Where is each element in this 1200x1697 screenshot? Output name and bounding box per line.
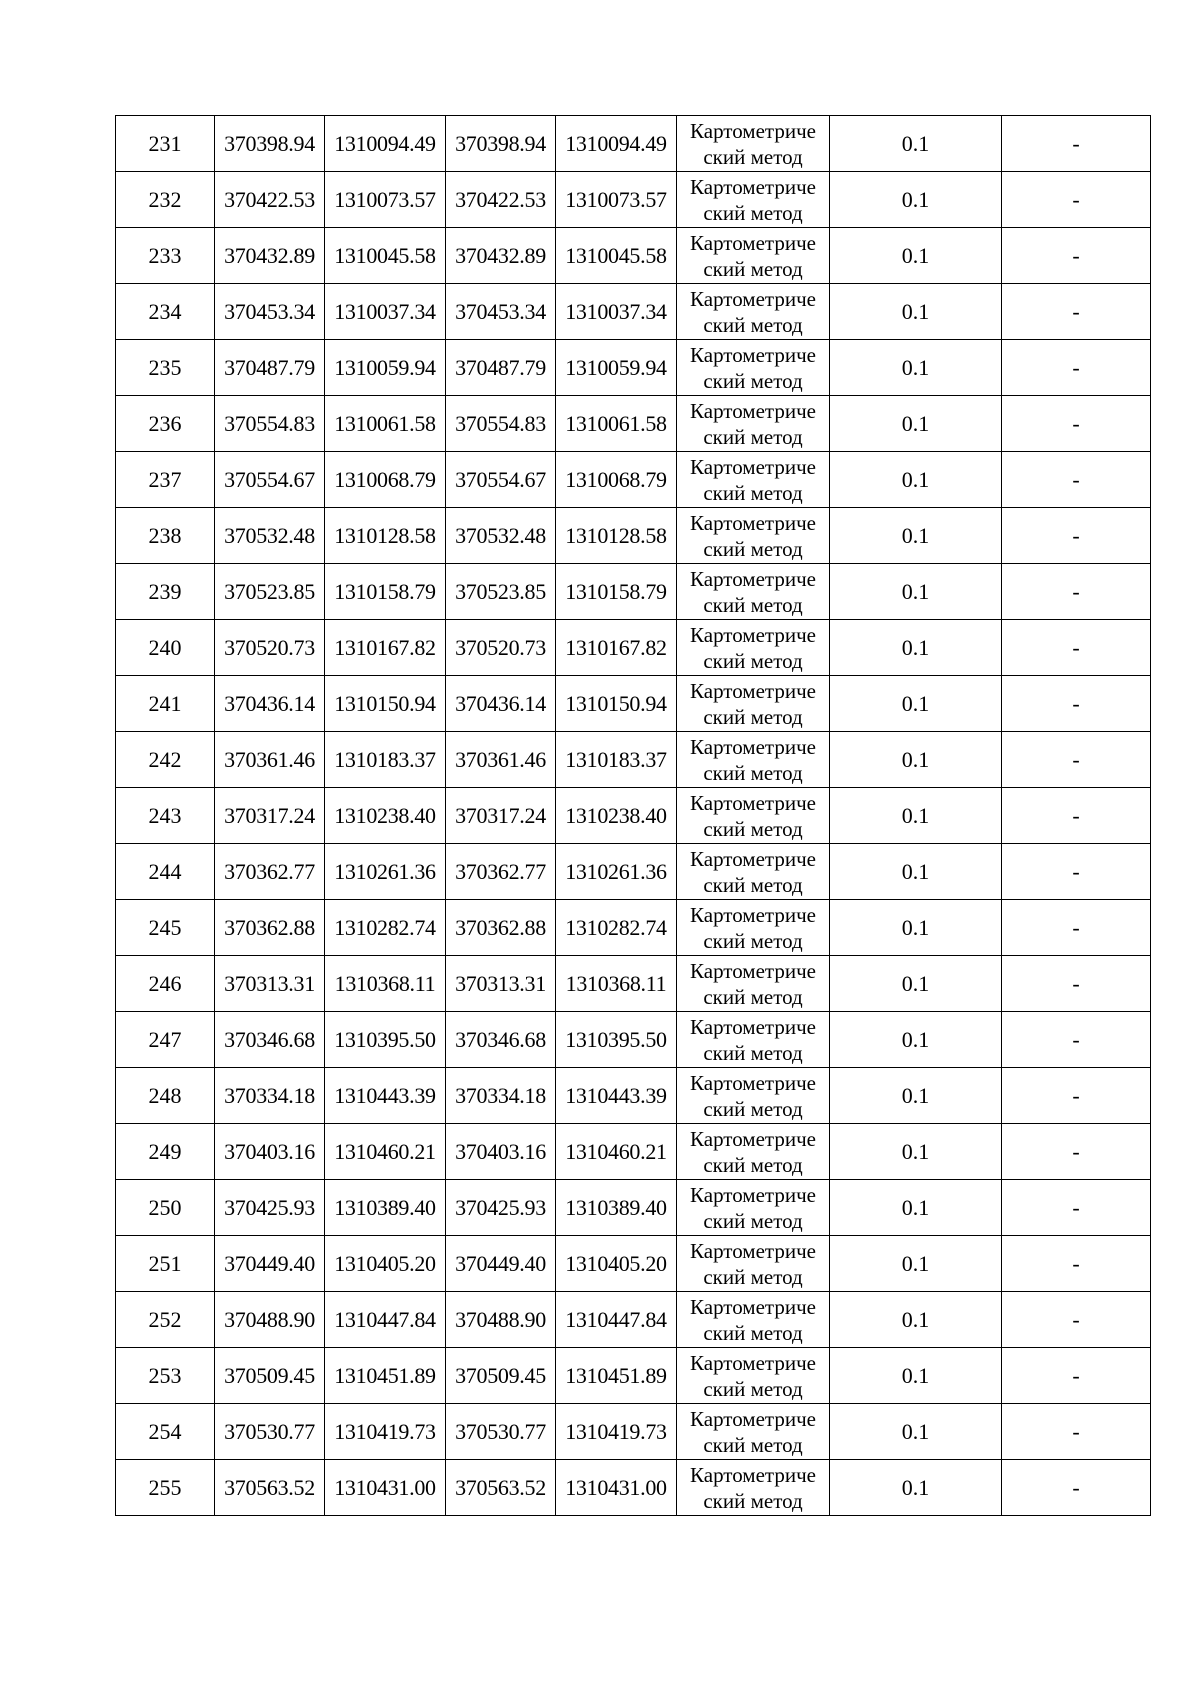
y-coordinate-cell: 1310037.34: [325, 284, 446, 340]
x-coordinate-cell: 370453.34: [215, 284, 325, 340]
accuracy-cell: 0.1: [830, 116, 1002, 172]
y-coordinate-cell: 1310447.84: [556, 1292, 677, 1348]
accuracy-cell: 0.1: [830, 1236, 1002, 1292]
note-cell: -: [1002, 1348, 1151, 1404]
y-coordinate-cell: 1310405.20: [556, 1236, 677, 1292]
method-text-line-2: ский метод: [703, 256, 803, 281]
x-coordinate-cell: 370398.94: [215, 116, 325, 172]
y-coordinate-cell: 1310037.34: [556, 284, 677, 340]
accuracy-cell: 0.1: [830, 284, 1002, 340]
y-coordinate-cell: 1310261.36: [556, 844, 677, 900]
y-coordinate-cell: 1310395.50: [556, 1012, 677, 1068]
method-text-line-2: ский метод: [703, 368, 803, 393]
point-number-cell: 242: [116, 732, 215, 788]
method-text-line-1: Картометриче: [690, 846, 816, 871]
x-coordinate-cell: 370334.18: [215, 1068, 325, 1124]
point-number-cell: 252: [116, 1292, 215, 1348]
x-coordinate-cell: 370425.93: [215, 1180, 325, 1236]
method-text-line-1: Картометриче: [690, 678, 816, 703]
table-row: [116, 732, 1151, 788]
x-coordinate-cell: 370432.89: [215, 228, 325, 284]
y-coordinate-cell: 1310150.94: [325, 676, 446, 732]
method-text-line-2: ский метод: [703, 704, 803, 729]
accuracy-cell: 0.1: [830, 1348, 1002, 1404]
x-coordinate-cell: 370487.79: [215, 340, 325, 396]
x-coordinate-cell: 370554.67: [215, 452, 325, 508]
method-text-line-1: Картометриче: [690, 902, 816, 927]
x-coordinate-cell: 370362.88: [446, 900, 556, 956]
x-coordinate-cell: 370361.46: [215, 732, 325, 788]
y-coordinate-cell: 1310128.58: [556, 508, 677, 564]
method-text-line-1: Картометриче: [690, 622, 816, 647]
method-text-line-1: Картометриче: [690, 174, 816, 199]
y-coordinate-cell: 1310167.82: [325, 620, 446, 676]
y-coordinate-cell: 1310389.40: [556, 1180, 677, 1236]
method-text-line-2: ский метод: [703, 760, 803, 785]
method-cell: [677, 1012, 830, 1068]
method-text-line-1: Картометриче: [690, 790, 816, 815]
method-text-line-1: Картометриче: [690, 734, 816, 759]
accuracy-cell: 0.1: [830, 1292, 1002, 1348]
point-number-cell: 233: [116, 228, 215, 284]
y-coordinate-cell: 1310183.37: [325, 732, 446, 788]
method-text-line-1: Картометриче: [690, 1294, 816, 1319]
x-coordinate-cell: 370453.34: [446, 284, 556, 340]
table-row: [116, 340, 1151, 396]
note-cell: -: [1002, 564, 1151, 620]
point-number-cell: 250: [116, 1180, 215, 1236]
note-cell: -: [1002, 620, 1151, 676]
y-coordinate-cell: 1310045.58: [556, 228, 677, 284]
method-cell: [677, 284, 830, 340]
method-cell: [677, 1236, 830, 1292]
method-text-line-1: Картометриче: [690, 1126, 816, 1151]
point-number-cell: 241: [116, 676, 215, 732]
method-text-line-2: ский метод: [703, 928, 803, 953]
point-number-cell: 246: [116, 956, 215, 1012]
x-coordinate-cell: 370436.14: [215, 676, 325, 732]
accuracy-cell: 0.1: [830, 844, 1002, 900]
x-coordinate-cell: 370432.89: [446, 228, 556, 284]
accuracy-cell: 0.1: [830, 900, 1002, 956]
point-number-cell: 239: [116, 564, 215, 620]
point-number-cell: 238: [116, 508, 215, 564]
method-text-line-2: ский метод: [703, 312, 803, 337]
method-text-line-2: ский метод: [703, 648, 803, 673]
table-row: [116, 900, 1151, 956]
x-coordinate-cell: 370317.24: [215, 788, 325, 844]
accuracy-cell: 0.1: [830, 228, 1002, 284]
accuracy-cell: 0.1: [830, 172, 1002, 228]
point-number-cell: 255: [116, 1460, 215, 1516]
note-cell: -: [1002, 1180, 1151, 1236]
method-cell: [677, 788, 830, 844]
accuracy-cell: 0.1: [830, 564, 1002, 620]
y-coordinate-cell: 1310183.37: [556, 732, 677, 788]
table-row: [116, 1124, 1151, 1180]
y-coordinate-cell: 1310419.73: [325, 1404, 446, 1460]
point-number-cell: 249: [116, 1124, 215, 1180]
accuracy-cell: 0.1: [830, 508, 1002, 564]
point-number-cell: 231: [116, 116, 215, 172]
x-coordinate-cell: 370488.90: [215, 1292, 325, 1348]
y-coordinate-cell: 1310059.94: [325, 340, 446, 396]
table-row: [116, 452, 1151, 508]
table-row: [116, 956, 1151, 1012]
method-text-line-2: ский метод: [703, 1152, 803, 1177]
method-cell: [677, 340, 830, 396]
x-coordinate-cell: 370488.90: [446, 1292, 556, 1348]
accuracy-cell: 0.1: [830, 452, 1002, 508]
note-cell: -: [1002, 788, 1151, 844]
y-coordinate-cell: 1310395.50: [325, 1012, 446, 1068]
x-coordinate-cell: 370398.94: [446, 116, 556, 172]
note-cell: -: [1002, 228, 1151, 284]
y-coordinate-cell: 1310451.89: [325, 1348, 446, 1404]
x-coordinate-cell: 370313.31: [215, 956, 325, 1012]
x-coordinate-cell: 370520.73: [446, 620, 556, 676]
method-text-line-1: Картометриче: [690, 1406, 816, 1431]
point-number-cell: 253: [116, 1348, 215, 1404]
x-coordinate-cell: 370554.83: [446, 396, 556, 452]
method-text-line-1: Картометриче: [690, 958, 816, 983]
method-cell: [677, 900, 830, 956]
x-coordinate-cell: 370563.52: [446, 1460, 556, 1516]
table-row: [116, 1292, 1151, 1348]
table-body: [116, 116, 1151, 1516]
point-number-cell: 235: [116, 340, 215, 396]
y-coordinate-cell: 1310460.21: [556, 1124, 677, 1180]
y-coordinate-cell: 1310238.40: [325, 788, 446, 844]
x-coordinate-cell: 370532.48: [215, 508, 325, 564]
y-coordinate-cell: 1310238.40: [556, 788, 677, 844]
note-cell: -: [1002, 900, 1151, 956]
y-coordinate-cell: 1310443.39: [556, 1068, 677, 1124]
method-text-line-1: Картометриче: [690, 1350, 816, 1375]
y-coordinate-cell: 1310061.58: [325, 396, 446, 452]
table-row: [116, 844, 1151, 900]
table-row: [116, 788, 1151, 844]
y-coordinate-cell: 1310061.58: [556, 396, 677, 452]
x-coordinate-cell: 370532.48: [446, 508, 556, 564]
point-number-cell: 237: [116, 452, 215, 508]
table-row: [116, 1180, 1151, 1236]
method-text-line-1: Картометриче: [690, 286, 816, 311]
x-coordinate-cell: 370403.16: [215, 1124, 325, 1180]
accuracy-cell: 0.1: [830, 732, 1002, 788]
note-cell: -: [1002, 1012, 1151, 1068]
y-coordinate-cell: 1310068.79: [556, 452, 677, 508]
point-number-cell: 232: [116, 172, 215, 228]
point-number-cell: 247: [116, 1012, 215, 1068]
y-coordinate-cell: 1310431.00: [556, 1460, 677, 1516]
x-coordinate-cell: 370554.83: [215, 396, 325, 452]
method-text-line-2: ский метод: [703, 1320, 803, 1345]
method-text-line-1: Картометриче: [690, 1182, 816, 1207]
table-row: [116, 508, 1151, 564]
method-text-line-2: ский метод: [703, 144, 803, 169]
method-text-line-2: ский метод: [703, 1040, 803, 1065]
method-text-line-2: ский метод: [703, 984, 803, 1009]
method-cell: [677, 452, 830, 508]
accuracy-cell: 0.1: [830, 620, 1002, 676]
note-cell: -: [1002, 396, 1151, 452]
method-text-line-2: ский метод: [703, 480, 803, 505]
y-coordinate-cell: 1310261.36: [325, 844, 446, 900]
point-number-cell: 244: [116, 844, 215, 900]
table-row: [116, 676, 1151, 732]
note-cell: -: [1002, 1236, 1151, 1292]
table-row: [116, 284, 1151, 340]
note-cell: -: [1002, 284, 1151, 340]
method-text-line-1: Картометриче: [690, 398, 816, 423]
method-cell: [677, 620, 830, 676]
y-coordinate-cell: 1310389.40: [325, 1180, 446, 1236]
x-coordinate-cell: 370361.46: [446, 732, 556, 788]
y-coordinate-cell: 1310282.74: [325, 900, 446, 956]
point-number-cell: 248: [116, 1068, 215, 1124]
table-row: [116, 1236, 1151, 1292]
method-text-line-2: ский метод: [703, 1096, 803, 1121]
method-text-line-1: Картометриче: [690, 454, 816, 479]
method-text-line-2: ский метод: [703, 200, 803, 225]
method-text-line-2: ский метод: [703, 1488, 803, 1513]
method-text-line-1: Картометриче: [690, 118, 816, 143]
x-coordinate-cell: 370313.31: [446, 956, 556, 1012]
method-text-line-2: ский метод: [703, 1432, 803, 1457]
y-coordinate-cell: 1310045.58: [325, 228, 446, 284]
table-row: [116, 620, 1151, 676]
x-coordinate-cell: 370530.77: [446, 1404, 556, 1460]
method-text-line-1: Картометриче: [690, 1014, 816, 1039]
x-coordinate-cell: 370523.85: [446, 564, 556, 620]
method-cell: [677, 172, 830, 228]
y-coordinate-cell: 1310094.49: [556, 116, 677, 172]
x-coordinate-cell: 370362.77: [446, 844, 556, 900]
y-coordinate-cell: 1310073.57: [556, 172, 677, 228]
method-text-line-2: ский метод: [703, 1264, 803, 1289]
table-row: [116, 1348, 1151, 1404]
method-cell: [677, 732, 830, 788]
note-cell: -: [1002, 340, 1151, 396]
accuracy-cell: 0.1: [830, 1460, 1002, 1516]
x-coordinate-cell: 370403.16: [446, 1124, 556, 1180]
accuracy-cell: 0.1: [830, 1124, 1002, 1180]
note-cell: -: [1002, 1068, 1151, 1124]
x-coordinate-cell: 370449.40: [215, 1236, 325, 1292]
method-cell: [677, 1180, 830, 1236]
x-coordinate-cell: 370362.77: [215, 844, 325, 900]
note-cell: -: [1002, 676, 1151, 732]
method-cell: [677, 676, 830, 732]
table-row: [116, 116, 1151, 172]
method-text-line-2: ский метод: [703, 1376, 803, 1401]
x-coordinate-cell: 370449.40: [446, 1236, 556, 1292]
method-text-line-1: Картометриче: [690, 342, 816, 367]
method-cell: [677, 1292, 830, 1348]
x-coordinate-cell: 370334.18: [446, 1068, 556, 1124]
accuracy-cell: 0.1: [830, 1180, 1002, 1236]
method-cell: [677, 564, 830, 620]
method-cell: [677, 228, 830, 284]
table-row: [116, 172, 1151, 228]
y-coordinate-cell: 1310405.20: [325, 1236, 446, 1292]
y-coordinate-cell: 1310059.94: [556, 340, 677, 396]
note-cell: -: [1002, 508, 1151, 564]
method-text-line-1: Картометриче: [690, 1070, 816, 1095]
coordinates-table: [115, 115, 1151, 1516]
accuracy-cell: 0.1: [830, 788, 1002, 844]
point-number-cell: 245: [116, 900, 215, 956]
y-coordinate-cell: 1310443.39: [325, 1068, 446, 1124]
x-coordinate-cell: 370554.67: [446, 452, 556, 508]
y-coordinate-cell: 1310431.00: [325, 1460, 446, 1516]
method-text-line-1: Картометриче: [690, 566, 816, 591]
method-cell: [677, 1124, 830, 1180]
method-text-line-2: ский метод: [703, 592, 803, 617]
x-coordinate-cell: 370563.52: [215, 1460, 325, 1516]
y-coordinate-cell: 1310128.58: [325, 508, 446, 564]
table-row: [116, 1460, 1151, 1516]
x-coordinate-cell: 370523.85: [215, 564, 325, 620]
method-cell: [677, 508, 830, 564]
table-row: [116, 564, 1151, 620]
note-cell: -: [1002, 1404, 1151, 1460]
accuracy-cell: 0.1: [830, 676, 1002, 732]
x-coordinate-cell: 370346.68: [215, 1012, 325, 1068]
note-cell: -: [1002, 844, 1151, 900]
accuracy-cell: 0.1: [830, 1404, 1002, 1460]
x-coordinate-cell: 370362.88: [215, 900, 325, 956]
table-row: [116, 1012, 1151, 1068]
y-coordinate-cell: 1310460.21: [325, 1124, 446, 1180]
method-cell: [677, 116, 830, 172]
note-cell: -: [1002, 116, 1151, 172]
x-coordinate-cell: 370509.45: [446, 1348, 556, 1404]
method-text-line-2: ский метод: [703, 536, 803, 561]
method-cell: [677, 1068, 830, 1124]
x-coordinate-cell: 370520.73: [215, 620, 325, 676]
table-row: [116, 396, 1151, 452]
y-coordinate-cell: 1310150.94: [556, 676, 677, 732]
y-coordinate-cell: 1310451.89: [556, 1348, 677, 1404]
method-cell: [677, 1348, 830, 1404]
y-coordinate-cell: 1310158.79: [556, 564, 677, 620]
accuracy-cell: 0.1: [830, 396, 1002, 452]
method-text-line-1: Картометриче: [690, 510, 816, 535]
method-cell: [677, 396, 830, 452]
y-coordinate-cell: 1310158.79: [325, 564, 446, 620]
method-text-line-2: ский метод: [703, 1208, 803, 1233]
table-row: [116, 228, 1151, 284]
method-text-line-2: ский метод: [703, 872, 803, 897]
y-coordinate-cell: 1310073.57: [325, 172, 446, 228]
y-coordinate-cell: 1310167.82: [556, 620, 677, 676]
x-coordinate-cell: 370422.53: [215, 172, 325, 228]
y-coordinate-cell: 1310282.74: [556, 900, 677, 956]
method-text-line-1: Картометриче: [690, 1462, 816, 1487]
point-number-cell: 254: [116, 1404, 215, 1460]
x-coordinate-cell: 370509.45: [215, 1348, 325, 1404]
point-number-cell: 234: [116, 284, 215, 340]
x-coordinate-cell: 370487.79: [446, 340, 556, 396]
method-cell: [677, 1404, 830, 1460]
method-text-line-2: ский метод: [703, 424, 803, 449]
method-text-line-2: ский метод: [703, 816, 803, 841]
x-coordinate-cell: 370346.68: [446, 1012, 556, 1068]
note-cell: -: [1002, 172, 1151, 228]
note-cell: -: [1002, 1460, 1151, 1516]
method-text-line-1: Картометриче: [690, 1238, 816, 1263]
note-cell: -: [1002, 1124, 1151, 1180]
y-coordinate-cell: 1310094.49: [325, 116, 446, 172]
x-coordinate-cell: 370425.93: [446, 1180, 556, 1236]
method-cell: [677, 956, 830, 1012]
y-coordinate-cell: 1310368.11: [325, 956, 446, 1012]
accuracy-cell: 0.1: [830, 956, 1002, 1012]
point-number-cell: 240: [116, 620, 215, 676]
method-cell: [677, 1460, 830, 1516]
y-coordinate-cell: 1310068.79: [325, 452, 446, 508]
table-row: [116, 1404, 1151, 1460]
accuracy-cell: 0.1: [830, 1068, 1002, 1124]
method-cell: [677, 844, 830, 900]
method-text-line-1: Картометриче: [690, 230, 816, 255]
y-coordinate-cell: 1310419.73: [556, 1404, 677, 1460]
x-coordinate-cell: 370317.24: [446, 788, 556, 844]
point-number-cell: 236: [116, 396, 215, 452]
accuracy-cell: 0.1: [830, 340, 1002, 396]
note-cell: -: [1002, 452, 1151, 508]
x-coordinate-cell: 370436.14: [446, 676, 556, 732]
point-number-cell: 251: [116, 1236, 215, 1292]
note-cell: -: [1002, 956, 1151, 1012]
x-coordinate-cell: 370530.77: [215, 1404, 325, 1460]
note-cell: -: [1002, 732, 1151, 788]
x-coordinate-cell: 370422.53: [446, 172, 556, 228]
accuracy-cell: 0.1: [830, 1012, 1002, 1068]
y-coordinate-cell: 1310447.84: [325, 1292, 446, 1348]
note-cell: -: [1002, 1292, 1151, 1348]
table-row: [116, 1068, 1151, 1124]
point-number-cell: 243: [116, 788, 215, 844]
y-coordinate-cell: 1310368.11: [556, 956, 677, 1012]
